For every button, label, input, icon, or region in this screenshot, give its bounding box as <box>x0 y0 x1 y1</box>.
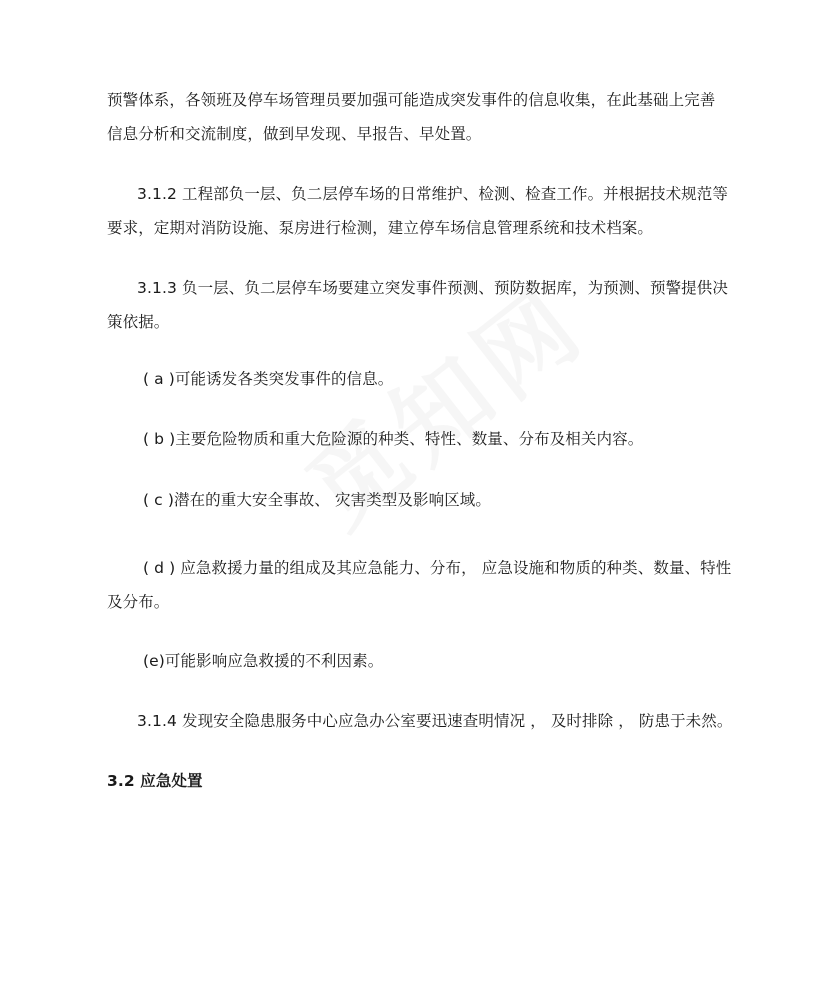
section-heading: 3.2 应急处置 <box>107 772 203 790</box>
paragraph-line: 信息分析和交流制度，做到早发现、早报告、早处置。 <box>107 125 482 143</box>
paragraph-line: 要求，定期对消防设施、泵房进行检测，建立停车场信息管理系统和技术档案。 <box>107 219 654 237</box>
paragraph-line: 3.1.2 工程部负一层、负二层停车场的日常维护、检测、检查工作。并根据技术规范等 <box>137 185 728 203</box>
list-item-a: ( a )可能诱发各类突发事件的信息。 <box>143 370 394 388</box>
paragraph-line: 预警体系，各领班及停车场管理员要加强可能造成突发事件的信息收集，在此基础上完善 <box>107 91 716 109</box>
list-item-c: ( c )潜在的重大安全事故、 灾害类型及影响区域。 <box>143 491 491 509</box>
paragraph-line: 策依据。 <box>107 313 170 331</box>
paragraph-line: 3.1.4 发现安全隐患服务中心应急办公室要迅速查明情况 ， 及时排除 ， 防患于未然。 <box>137 712 733 730</box>
list-item-d: ( d ) 应急救援力量的组成及其应急能力、分布， 应急设施和物质的种类、数量、特性 <box>143 559 732 577</box>
list-item-e: (e)可能影响应急救援的不利因素。 <box>143 652 384 670</box>
list-item-d-continuation: 及分布。 <box>107 593 170 611</box>
paragraph-line: 3.1.3 负一层、负二层停车场要建立突发事件预测、预防数据库，为预测、预警提供决 <box>137 279 728 297</box>
list-item-b: ( b )主要危险物质和重大危险源的种类、特性、数量、分布及相关内容。 <box>143 430 644 448</box>
